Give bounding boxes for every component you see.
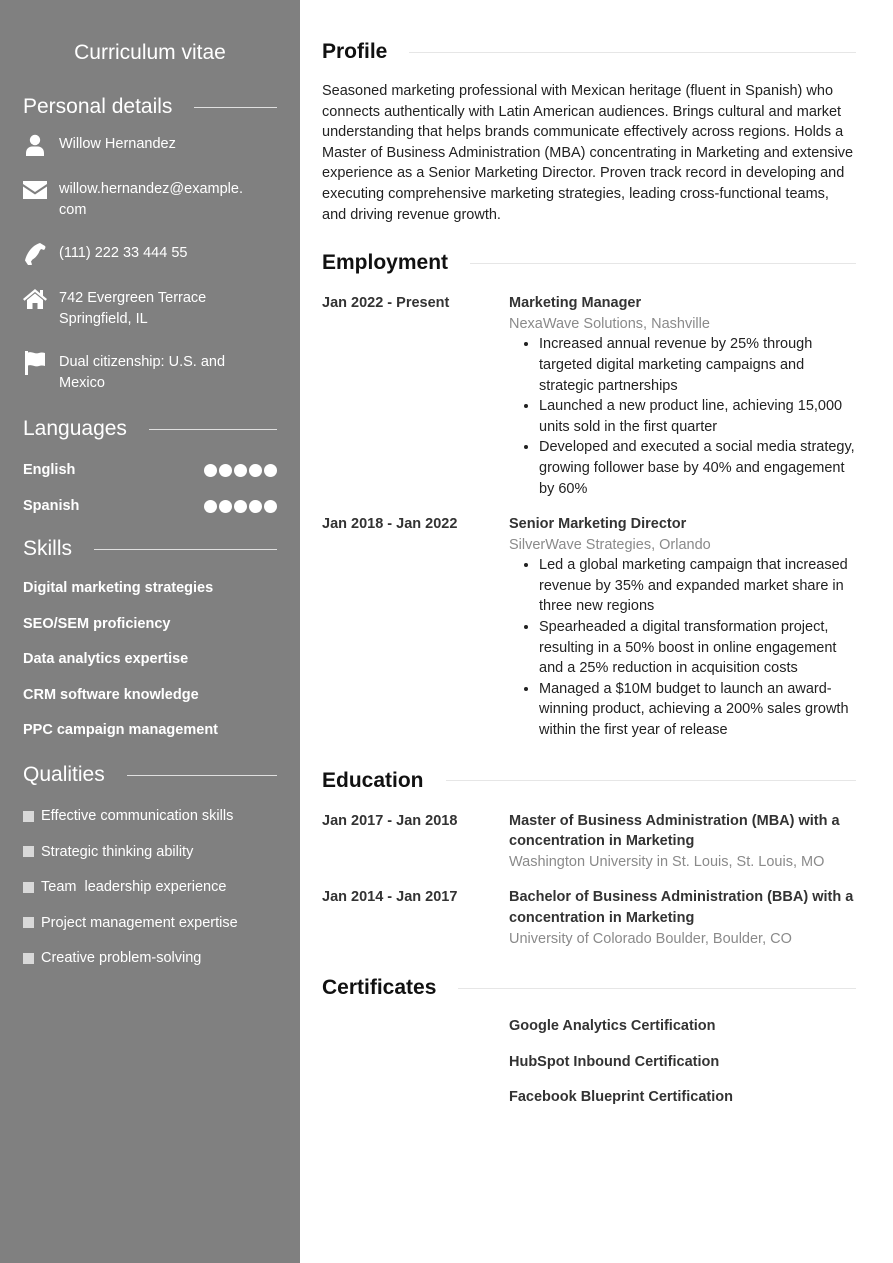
quality-item: Creative problem-solving: [23, 948, 277, 968]
divider: [470, 263, 856, 264]
quality-item: Team leadership experience: [23, 877, 277, 897]
language-item: [23, 460, 277, 480]
entry-date: Jan 2017 - Jan 2018: [322, 812, 458, 829]
achievement-list: [509, 334, 856, 499]
language-level-dots: [204, 500, 277, 513]
job-title: Senior Marketing Director: [509, 516, 687, 533]
employment-entry: [322, 514, 856, 741]
school: University of Colorado Boulder, Boulder, CO: [509, 930, 792, 947]
square-bullet-icon: [23, 953, 34, 964]
company: NexaWave Solutions, Nashville: [509, 315, 710, 332]
skill-item: SEO/SEM proficiency: [23, 615, 171, 632]
employment-heading: [322, 250, 856, 276]
section-title: Qualities: [23, 763, 105, 786]
certificate-item: Google Analytics Certification: [509, 1018, 716, 1035]
divider: [94, 549, 277, 550]
achievement-item: • Led a global marketing campaign that increased revenue by 35% and expanded market share in three new regions: [539, 555, 856, 617]
entry-date: Jan 2022 - Present: [322, 295, 450, 312]
language-name: Spanish: [23, 498, 80, 514]
phone-icon: [23, 243, 47, 265]
level-dot-filled: [234, 464, 247, 477]
personal-email: [23, 179, 277, 220]
education-entry: [322, 811, 856, 873]
divider: [446, 780, 856, 781]
personal-phone: (111) 222 33 444 55: [23, 243, 277, 265]
divider: [127, 775, 277, 776]
envelope-icon: [23, 179, 47, 201]
level-dot-filled: [219, 500, 232, 513]
job-title: Marketing Manager: [509, 295, 642, 312]
language-list: [23, 460, 277, 516]
achievement-item: • Managed a $10M budget to launch an award-winning product, achieving a 200% sales growth within the first year of release: [539, 679, 856, 741]
section-title: Skills: [23, 537, 73, 560]
square-bullet-icon: [23, 917, 34, 928]
level-dot-filled: [249, 500, 262, 513]
section-title: Certificates: [322, 976, 437, 1000]
level-dot-filled: [204, 500, 217, 513]
section-title: Employment: [322, 251, 449, 275]
language-name: English: [23, 462, 76, 478]
quality-item: Effective communication skills: [23, 806, 277, 826]
achievement-item: • Increased annual revenue by 25% through targeted digital marketing campaigns and strategic partnerships: [539, 334, 856, 396]
personal-details-heading: [23, 94, 277, 120]
skills-heading: [23, 536, 277, 562]
level-dot-filled: [264, 500, 277, 513]
language-level-dots: [204, 464, 277, 477]
section-title: Personal details: [23, 95, 173, 118]
education-entry: [322, 887, 856, 949]
education-heading: [322, 768, 856, 794]
personal-name: Willow Hernandez: [23, 134, 277, 156]
personal-citizenship: Dual citizenship: U.S. and Mexico: [23, 352, 277, 393]
level-dot-filled: [249, 464, 262, 477]
quality-item: Project management expertise: [23, 913, 277, 933]
level-dot-filled: [204, 464, 217, 477]
certificate-item: HubSpot Inbound Certification: [509, 1053, 720, 1070]
main-content: [322, 0, 856, 1125]
achievement-item: • Spearheaded a digital transformation project, resulting in a 50% boost in online engagement and a 25% reduction in acquisition costs: [539, 617, 856, 679]
achievement-item: • Launched a new product line, achieving 15,000 units sold in the first quarter: [539, 396, 856, 437]
qualities-heading: [23, 762, 277, 788]
sidebar: [0, 0, 300, 1263]
divider: [194, 107, 277, 108]
email-link[interactable]: willow.hernandez@example. com: [59, 181, 243, 218]
languages-heading: [23, 416, 277, 442]
certificate-list: [322, 1018, 856, 1109]
employment-entry: [322, 293, 856, 499]
company: SilverWave Strategies, Orlando: [509, 536, 711, 553]
degree: Master of Business Administration (MBA) with a concentration in Marketing: [509, 812, 840, 850]
school: Washington University in St. Louis, St. Louis, MO: [509, 853, 825, 870]
skill-item: PPC campaign management: [23, 722, 218, 738]
quality-item: Strategic thinking ability: [23, 842, 277, 862]
square-bullet-icon: [23, 846, 34, 857]
level-dot-filled: [264, 464, 277, 477]
certificate-item: Facebook Blueprint Certification: [509, 1089, 733, 1106]
section-title: Languages: [23, 417, 127, 440]
entry-date: Jan 2018 - Jan 2022: [322, 516, 458, 533]
skill-item: Data analytics expertise: [23, 651, 189, 667]
language-item: [23, 496, 277, 516]
level-dot-filled: [234, 500, 247, 513]
divider: [458, 988, 856, 989]
section-title: Profile: [322, 40, 388, 63]
profile-summary: Seasoned marketing professional with Mexican heritage (fluent in Spanish) who connects authentically with Latin American audiences. Brings cultural and market understanding that helps brands communicate effectively across regions. Holds a Master of Business Administration (MBA) concentrating in Marketing and extensive experience as a Senior Marketing Director. Proven track record in developing and executing comprehensive marketing strategies, leading cross-functional teams, and driving revenue growth.: [322, 83, 854, 223]
degree: Bachelor of Business Administration (BBA) with a concentration in Marketing: [509, 889, 854, 926]
achievement-list: [509, 555, 856, 740]
profile-heading: [322, 39, 856, 65]
personal-details-list: [23, 134, 277, 393]
flag-icon: [23, 352, 47, 374]
skill-list: [23, 580, 277, 742]
certificates-heading: [322, 975, 856, 1001]
entry-date: Jan 2014 - Jan 2017: [322, 889, 458, 906]
divider: [409, 52, 856, 53]
user-icon: [23, 134, 47, 156]
achievement-item: • Developed and executed a social media strategy, growing follower base by 40% and engagement by 60%: [539, 437, 856, 499]
level-dot-filled: [219, 464, 232, 477]
divider: [149, 429, 277, 430]
square-bullet-icon: [23, 882, 34, 893]
cv-title: Curriculum vitae: [74, 41, 226, 64]
skill-item: CRM software knowledge: [23, 686, 199, 703]
quality-list: [23, 806, 277, 968]
square-bullet-icon: [23, 811, 34, 822]
section-title: Education: [322, 768, 424, 792]
personal-address: 742 Evergreen Terrace Springfield, IL: [23, 288, 277, 329]
skill-item: Digital marketing strategies: [23, 580, 214, 596]
home-icon: [23, 288, 47, 310]
